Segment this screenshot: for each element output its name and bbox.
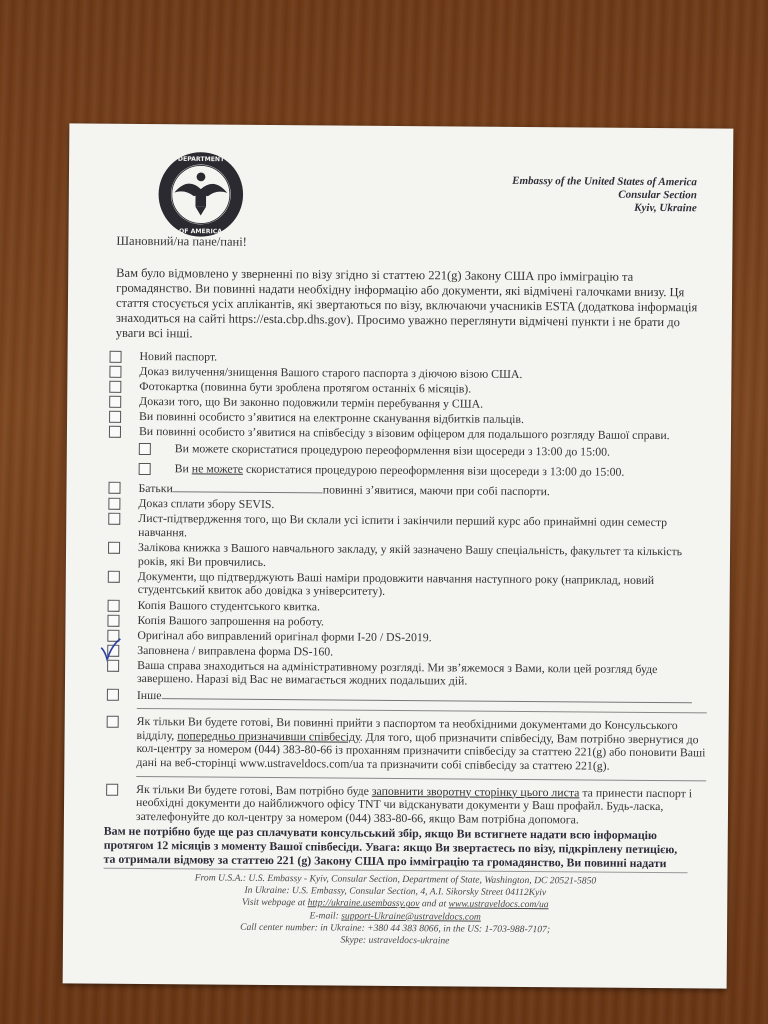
checklist-item xyxy=(108,512,708,544)
checkbox[interactable] xyxy=(109,426,121,438)
checklist-subitem-can-renew xyxy=(109,442,709,460)
checkbox[interactable] xyxy=(108,599,120,611)
other-fill-line[interactable] xyxy=(161,688,691,703)
checkbox[interactable] xyxy=(107,716,119,728)
fee-notice: Вам не потрібно буде ще раз сплачувати консульський збір, якщо Ви встигнете надати всю інформацію протягом 12 місяців з моменту Вашої співбесіди. Увага: якщо Ви звертаєтесь по візу, підкріплену петицією, та отримали відмову за статтею 221 (g) Закону США про імміграцію та громадянство, Ви повинні надати xyxy=(103,823,678,871)
label-prefix: Ви xyxy=(174,460,192,476)
checkbox[interactable] xyxy=(108,571,120,583)
embassy-address-header xyxy=(512,175,697,215)
embassy-city: Kyiv, Ukraine xyxy=(634,201,697,215)
checkbox[interactable] xyxy=(107,688,119,700)
ready-embassy-text: Як тільки Ви будете готові, Ви повинні прийти з паспортом та необхідними документами до Консульського відділу, xyxy=(136,714,678,743)
divider xyxy=(136,775,706,780)
refusal-letter-page xyxy=(63,123,734,988)
ready-embassy-text-cont: . Для того, щоб призначити співбесіду, Вам потрібно звернутися до кол-центру за номером (044) 383-80-66 із проханням призначити співбесіду за статтею 221(g) або поновити Ваші дані на веб-сторінці www.ustraveldocs.com/ua та призначити собі співбесіду за статтею 221(g). xyxy=(136,729,706,773)
ready-tnt-text: Як тільки Ви будете готові, Вам потрібно буде xyxy=(136,781,372,798)
checklist-item-label: Доказ сплати збору SEVIS. xyxy=(138,496,275,512)
checkbox[interactable] xyxy=(109,381,121,393)
footer-call-center: Call center number: in Ukraine: +380 44 383 8066, in the US: 1-703-988-7107; xyxy=(240,921,551,936)
checklist-item-label: Залікова книжка з Вашого навчального закладу, у якій зазначено Вашу спеціальність, факультет та кількість років, які Ви провчились. xyxy=(137,540,683,569)
ready-tnt-emphasis: заповнити зворотну сторінку цього листа xyxy=(371,783,580,799)
checklist-item-label: Заповнена / виправлена форма DS-160. xyxy=(137,642,334,659)
checklist-item-label: Ваша справа знаходиться на адміністративному розгляді. Ми зв’яжемося з Вами, коли цей розгляд буде завершено. Наразі від Вас не вимагається жодних подальших дій. xyxy=(136,657,658,689)
checklist-item-label: Копія Вашого запрошення на роботу. xyxy=(137,612,325,629)
checklist-item xyxy=(108,541,708,573)
parents-fill-line[interactable] xyxy=(173,481,323,493)
requirements-checklist xyxy=(106,350,710,830)
checklist-item-ready-embassy xyxy=(106,715,706,774)
embassy-section: Consular Section xyxy=(618,188,697,202)
checklist-item-label: Оригінал або виправлений оригінал форми I-20 / DS-2019. xyxy=(137,627,432,644)
checklist-item-label: Фотокартка (повинна бути зроблена протягом останніх 6 місяців). xyxy=(139,379,472,396)
parents-label: Батьки xyxy=(138,481,173,496)
checkbox[interactable] xyxy=(107,614,119,626)
checklist-item-label: Ви можете скористатися процедурою переоформлення візи щосереди з 13:00 до 15:00. xyxy=(174,441,611,459)
embassy-name: Embassy of the United States of America xyxy=(512,174,697,189)
letter-intro-paragraph: Вам було відмовлено у зверненні по візу згідно зі статтею 221(g) Закону США про імміграцію та громадянство. Ви повинні надати необхідну інформацію або документи, які відмічені галочками внизу. Ця стаття стосується усіх аплікантів, які звертаються по візу, включаючи учасників ESTA (додаткова інформація знаходиться на сайті https://esta.cbp.dhs.gov). Просимо уважно переглянути відмічені пункти і не брати до уваги всі інші. xyxy=(115,265,698,341)
parents-suffix: повинні з’явитися, маючи при собі паспорти. xyxy=(322,482,550,499)
checklist-item-label: Ви повинні особисто з’явитися на співбесіду з візовим офіцером для подальшого розгляду Вашої справи. xyxy=(138,424,670,443)
checkbox[interactable] xyxy=(109,396,121,408)
checkbox[interactable] xyxy=(106,783,118,795)
checkbox[interactable] xyxy=(108,542,120,554)
checklist-subitem-cannot-renew xyxy=(109,461,709,479)
ready-tnt-text-cont: та принести паспорт і необхідні документи до найближчого офісу TNT чи відсканувати документи у Ваш профайл. Будь-ласка, зателефонуйте до кол-центру за номером (044) 383-80-66, якщо Вам потрібна допомога. xyxy=(135,784,693,827)
checklist-item-label: Новий паспорт. xyxy=(139,348,218,364)
checkbox[interactable] xyxy=(108,482,120,494)
footer-web-and: and at xyxy=(419,898,449,910)
footer-ukraine-address: In Ukraine: U.S. Embassy, Consular Section, 4, A.I. Sikorsky Street 04112Kyiv xyxy=(244,885,547,899)
checklist-item xyxy=(108,570,708,602)
checkbox[interactable] xyxy=(109,411,121,423)
checkbox[interactable] xyxy=(108,513,120,525)
support-email-link[interactable]: support-Ukraine@ustraveldocs.com xyxy=(341,910,481,923)
checklist-item-other xyxy=(107,687,707,706)
label-emphasis: не можете xyxy=(191,461,244,476)
svg-text:OF AMERICA: OF AMERICA xyxy=(179,227,223,236)
ready-embassy-emphasis: попередньо призначивши співбесіду xyxy=(177,728,360,744)
footer-web-prefix: Visit webpage at xyxy=(241,897,308,909)
checklist-item-label: Докази того, що Ви законно подовжили термін перебування у США. xyxy=(139,394,484,411)
checklist-item-ready-tnt xyxy=(106,782,706,827)
department-of-state-seal-icon xyxy=(156,150,245,239)
checkbox[interactable] xyxy=(108,498,120,510)
checklist-item-label: Ви повинні особисто з’явитися на електронне сканування відбитків пальців. xyxy=(139,409,525,427)
checklist-item-label: Доказ вилучення/знищення Вашого старого паспорта з діючою візою США. xyxy=(139,364,523,382)
footer-usa-address: From U.S.A.: U.S. Embassy - Kyiv, Consular Section, Department of State, Washington, DC 20521-5850 xyxy=(194,872,597,887)
checklist-item-label: Копія Вашого студентського квитка. xyxy=(137,597,321,613)
label-suffix: скористатися процедурою переоформлення візи щосереди з 13:00 до 15:00. xyxy=(242,461,625,479)
checkbox[interactable] xyxy=(139,443,151,455)
svg-text:DEPARTMENT: DEPARTMENT xyxy=(177,155,225,164)
other-label: Інше xyxy=(136,687,162,702)
checklist-item-label: Лист-підтвердження того, що Ви склали усі іспити і закінчили перший курс або принаймні один семестр навчання. xyxy=(138,511,668,540)
letter-greeting: Шановний/на пане/пані! xyxy=(116,233,247,249)
embassy-website-link[interactable]: http://ukraine.usembassy.gov xyxy=(307,897,420,910)
checkbox[interactable] xyxy=(107,660,119,672)
checkbox[interactable] xyxy=(139,463,151,475)
checkbox[interactable] xyxy=(109,366,121,378)
checklist-item-label: Документи, що підтверджують Ваші наміри продовжити навчання наступного року (наприклад, новий студентський квиток або довідка з університету). xyxy=(137,568,655,599)
divider xyxy=(137,708,707,713)
ustraveldocs-link[interactable]: www.ustraveldocs.com/ua xyxy=(448,898,549,911)
checklist-item-admin-review xyxy=(107,659,707,691)
footer-email-prefix: E-mail: xyxy=(309,909,342,922)
embassy-contact-footer xyxy=(103,872,688,950)
checkbox[interactable] xyxy=(110,351,122,363)
footer-skype: Skype: ustraveldocs-ukraine xyxy=(340,934,450,947)
